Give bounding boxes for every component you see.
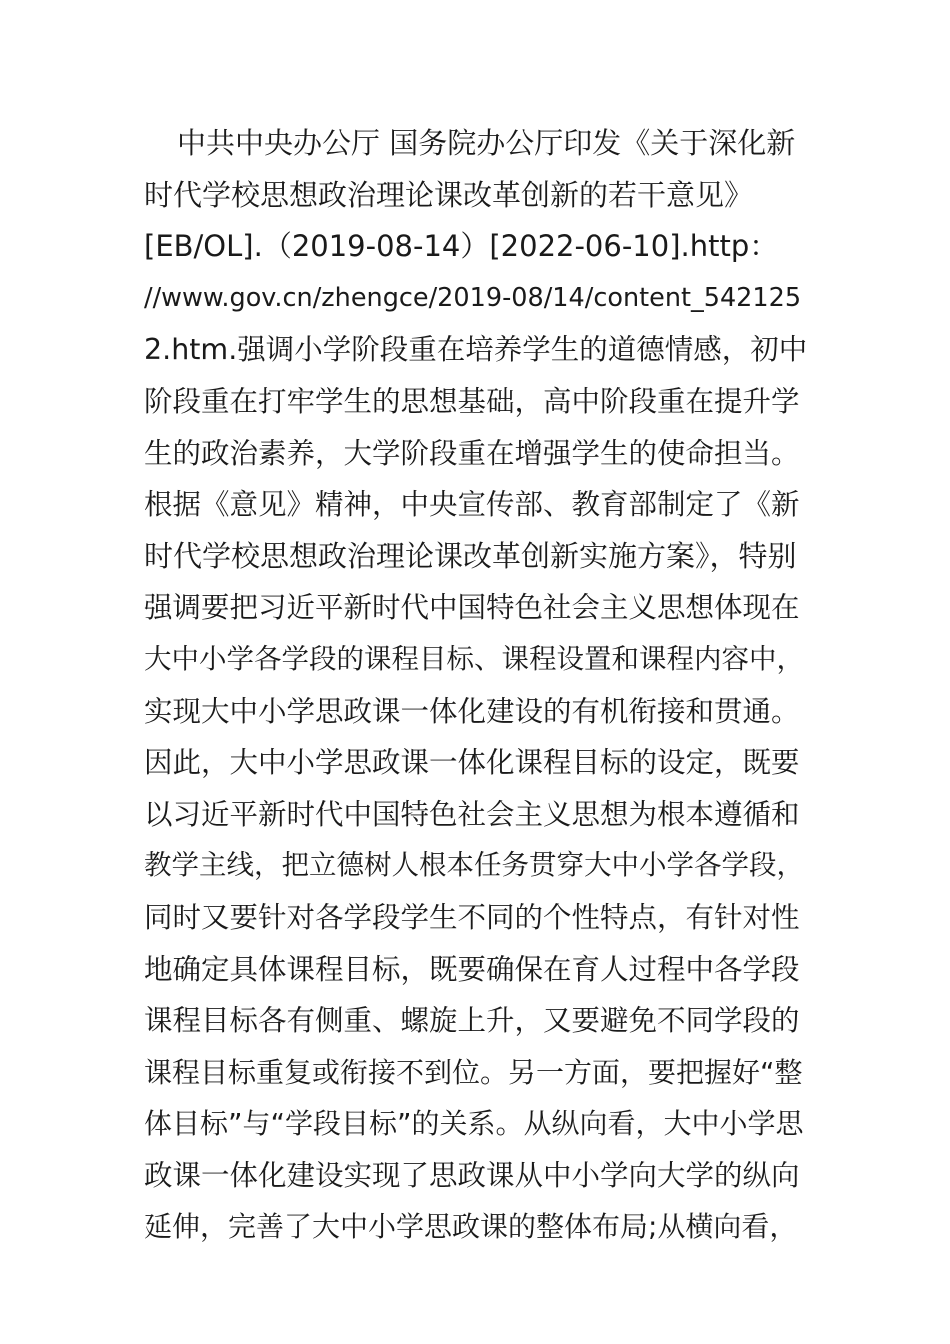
- paragraph-line: 实现大中小学思政课一体化建设的有机衔接和贯通。: [144, 694, 800, 728]
- body-paragraph: [144, 118, 808, 1253]
- paragraph-line: //www.gov.cn/zhengce/2019-08/14/content_542125: [144, 282, 802, 313]
- paragraph-line: 生的政治素养，大学阶段重在增强学生的使命担当。: [144, 436, 800, 470]
- paragraph-line: 体目标”与“学段目标”的关系。从纵向看，大中小学思: [144, 1107, 804, 1141]
- paragraph-line: 同时又要针对各学段学生不同的个性特点，有针对性: [144, 900, 800, 934]
- paragraph-line: [EB/OL].（2019-08-14）[2022-06-10].http：: [144, 229, 779, 264]
- paragraph-line: 教学主线，把立德树人根本任务贯穿大中小学各学段，: [144, 849, 804, 882]
- paragraph-line: 时代学校思想政治理论课改革创新实施方案》，特别: [144, 538, 797, 573]
- paragraph-line: 地确定具体课程目标，既要确保在育人过程中各学段: [144, 952, 800, 986]
- paragraph-line: 2.htm.强调小学阶段重在培养学生的道德情感，初中: [144, 333, 808, 367]
- paragraph-line: 课程目标重复或衔接不到位。另一方面，要把握好“整: [144, 1055, 803, 1089]
- paragraph-line: 以习近平新时代中国特色社会主义思想为根本遵循和: [144, 797, 800, 831]
- paragraph-line: 阶段重在打牢学生的思想基础，高中阶段重在提升学: [144, 384, 800, 418]
- paragraph-line: 延伸，完善了大中小学思政课的整体布局;从横向看，: [144, 1210, 798, 1244]
- paragraph-line: 政课一体化建设实现了思政课从中小学向大学的纵向: [144, 1158, 800, 1192]
- paragraph-line: 时代学校思想政治理论课改革创新的若干意见》: [144, 177, 754, 212]
- paragraph-line: 强调要把习近平新时代中国特色社会主义思想体现在: [144, 591, 800, 625]
- paragraph-line: 大中小学各学段的课程目标、课程设置和课程内容中，: [144, 642, 804, 675]
- paragraph-line: 因此，大中小学思政课一体化课程目标的设定，既要: [144, 746, 800, 780]
- paragraph-line: 中共中央办公厅 国务院办公厅印发《关于深化新: [177, 126, 796, 160]
- paragraph-line: 根据《意见》精神，中央宣传部、教育部制定了《新: [144, 488, 800, 522]
- paragraph-line: 课程目标各有侧重、螺旋上升，又要避免不同学段的: [144, 1004, 800, 1038]
